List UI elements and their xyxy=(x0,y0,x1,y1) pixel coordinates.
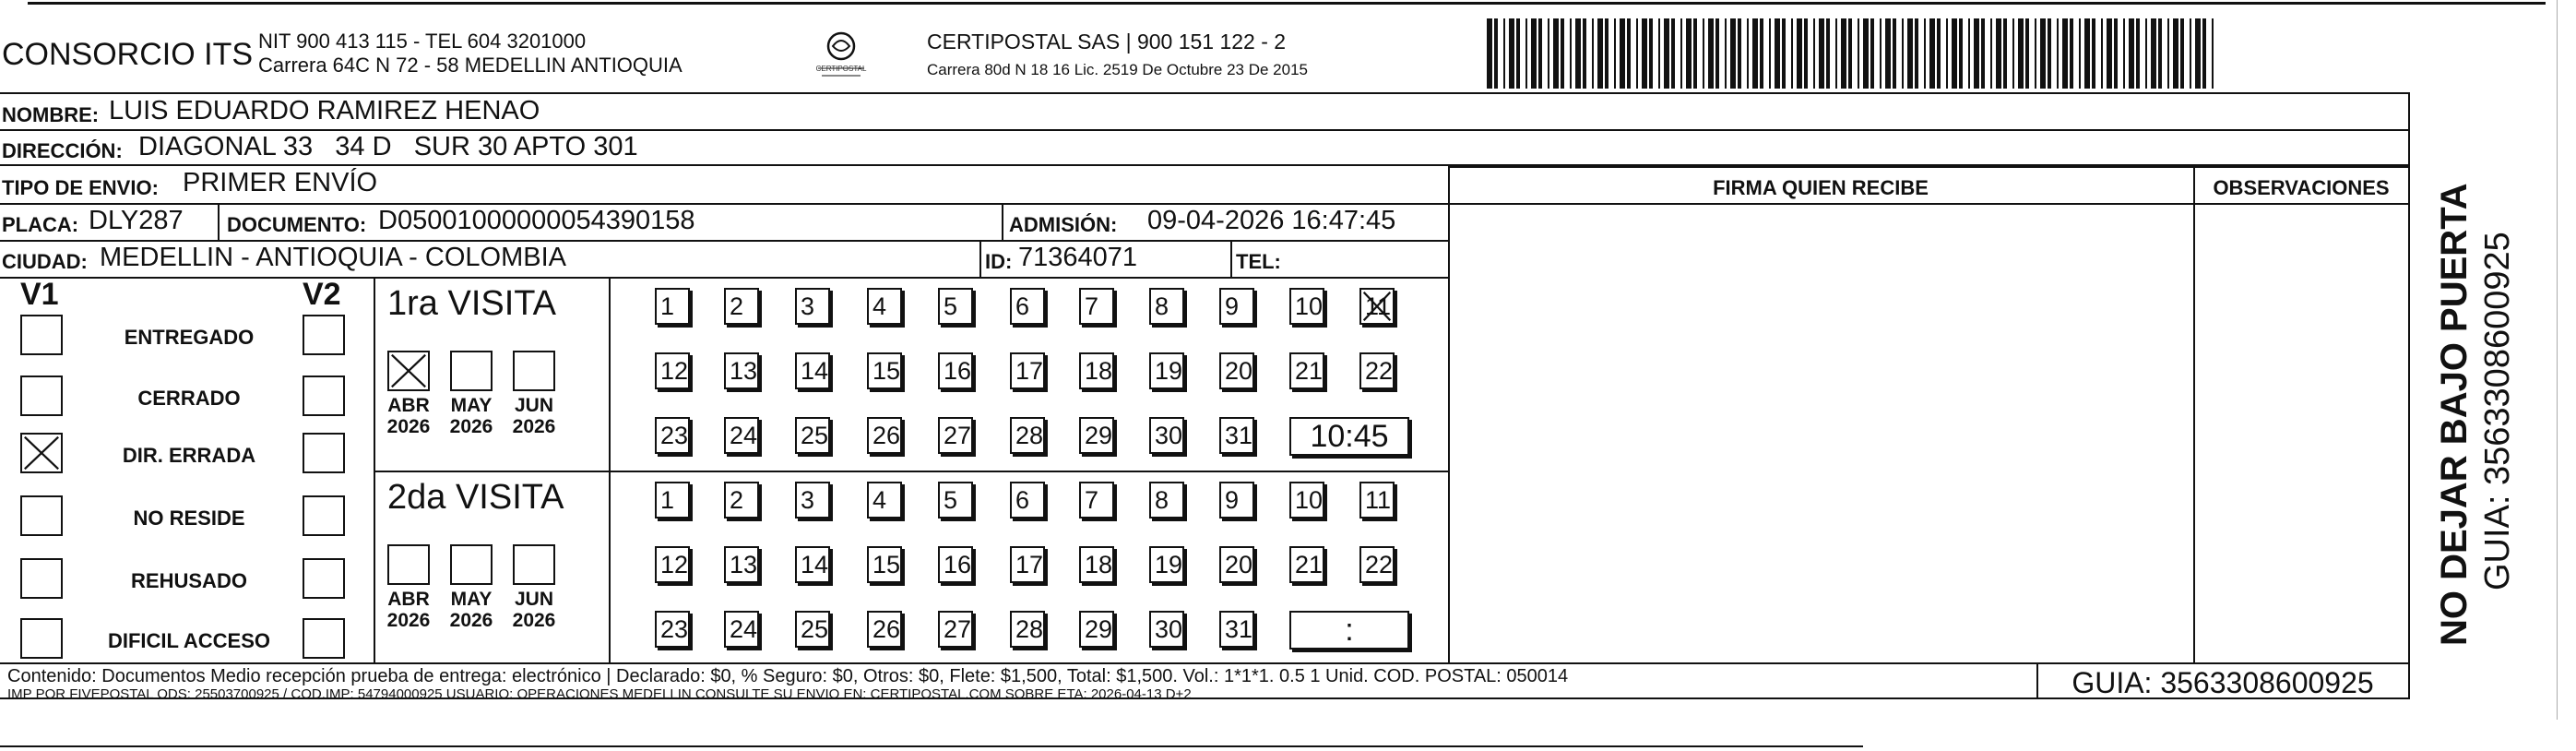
rule xyxy=(218,203,220,240)
barcode-bar xyxy=(1538,18,1542,89)
barcode-bar xyxy=(1642,18,1647,89)
day-box[interactable]: 14 xyxy=(795,352,830,389)
barcode-bar xyxy=(1592,18,1594,89)
barcode-bar xyxy=(1548,18,1549,89)
barcode-bar xyxy=(1870,18,1874,89)
barcode-bar xyxy=(1553,18,1559,89)
month-name: ABR xyxy=(387,395,430,416)
day-box[interactable]: 4 xyxy=(867,482,902,519)
rule xyxy=(0,92,2410,94)
barcode-bar xyxy=(2040,18,2046,89)
barcode-bar xyxy=(1725,18,1727,89)
observations-area[interactable] xyxy=(2197,205,2407,661)
tel-label: TEL: xyxy=(1236,250,1281,273)
rule xyxy=(1448,166,1450,662)
day-box[interactable]: 13 xyxy=(724,546,759,583)
city-value: MEDELLIN - ANTIOQUIA - COLOMBIA xyxy=(100,243,566,272)
day-box[interactable]: 16 xyxy=(938,546,973,583)
barcode-bar xyxy=(1952,18,1957,89)
document-value: D05001000000054390158 xyxy=(378,206,695,235)
side-guide: GUIA: 3563308600925 xyxy=(2478,232,2517,590)
status-option-label: DIR. ERRADA xyxy=(122,444,256,467)
barcode-bar xyxy=(1597,18,1603,89)
day-box[interactable]: 15 xyxy=(867,546,902,583)
barcode-bar xyxy=(2048,18,2051,89)
month-year: 2026 xyxy=(449,610,493,631)
barcode-bar xyxy=(2136,18,2140,89)
day-box[interactable]: 28 xyxy=(1010,611,1045,648)
day-box[interactable]: 11 xyxy=(1359,482,1395,519)
day-box[interactable]: 20 xyxy=(1219,546,1254,583)
barcode-bar xyxy=(2202,18,2206,89)
rule xyxy=(1002,203,1003,240)
barcode-bar xyxy=(1649,18,1653,89)
barcode-bar xyxy=(2129,18,2134,89)
day-box[interactable]: 30 xyxy=(1149,417,1184,454)
month-name: MAY xyxy=(450,589,493,610)
barcode-bar xyxy=(1605,18,1609,89)
day-box[interactable]: 9 xyxy=(1219,482,1254,519)
barcode-bar xyxy=(1494,18,1498,89)
day-box[interactable]: 19 xyxy=(1149,546,1184,583)
status-option-label: DIFICIL ACCESO xyxy=(107,629,270,652)
month-name: ABR xyxy=(387,589,430,610)
company-address: Carrera 64C N 72 - 58 MEDELLIN ANTIOQUIA xyxy=(258,54,683,77)
v1-checkbox[interactable] xyxy=(20,495,63,536)
barcode-bar xyxy=(2018,18,2024,89)
day-box[interactable]: 31 xyxy=(1219,611,1254,648)
edge-rule xyxy=(2557,0,2558,720)
status-option-label: NO RESIDE xyxy=(133,507,245,530)
id-value: 71364071 xyxy=(1018,243,1138,272)
status-option-label: REHUSADO xyxy=(131,569,247,592)
month-year: 2026 xyxy=(386,416,431,437)
first-visit-label: 1ra VISITA xyxy=(387,284,557,323)
second-visit-label: 2da VISITA xyxy=(387,478,564,517)
barcode-bar xyxy=(2151,18,2156,89)
plate-label: PLACA: xyxy=(2,213,79,236)
admission-label: ADMISIÓN: xyxy=(1009,213,1118,236)
v1-checkbox[interactable] xyxy=(20,433,63,473)
recipient-address: DIAGONAL 33 34 D SUR 30 APTO 301 xyxy=(138,132,638,161)
barcode-bar xyxy=(1715,18,1719,89)
day-box[interactable]: 18 xyxy=(1079,546,1114,583)
day-box[interactable]: 22 xyxy=(1359,352,1395,389)
day-box[interactable]: 3 xyxy=(795,288,830,325)
bottom-rule xyxy=(0,745,1863,747)
month-label xyxy=(444,395,499,437)
day-box[interactable]: 4 xyxy=(867,288,902,325)
day-box[interactable]: 9 xyxy=(1219,288,1254,325)
v1-checkbox[interactable] xyxy=(20,558,63,599)
barcode-bar xyxy=(1703,18,1704,89)
barcode-bar xyxy=(1570,18,1572,89)
barcode-bar xyxy=(1813,18,1815,89)
barcode-bar xyxy=(2180,18,2184,89)
barcode-bar xyxy=(1782,18,1786,89)
status-option-label: CERRADO xyxy=(137,387,241,410)
barcode-bar xyxy=(2092,18,2095,89)
barcode xyxy=(1485,18,2223,89)
barcode-bar xyxy=(1937,18,1941,89)
barcode-bar xyxy=(2070,18,2073,89)
v2-checkbox[interactable] xyxy=(303,558,345,599)
barcode-bar xyxy=(1907,18,1913,89)
day-box[interactable]: 3 xyxy=(795,482,830,519)
barcode-bar xyxy=(1841,18,1846,89)
barcode-bar xyxy=(1885,18,1891,89)
barcode-bar xyxy=(1693,18,1697,89)
rule xyxy=(0,662,2410,664)
barcode-bar xyxy=(1959,18,1963,89)
barcode-bar xyxy=(1583,18,1586,89)
month-checkbox[interactable] xyxy=(450,351,493,391)
day-box[interactable]: 19 xyxy=(1149,352,1184,389)
month-label xyxy=(506,589,562,631)
visit-time-box[interactable]: 10:45 xyxy=(1289,417,1409,456)
v2-checkbox[interactable] xyxy=(303,433,345,473)
day-box[interactable]: 26 xyxy=(867,417,902,454)
rule xyxy=(0,129,2410,131)
month-checkbox[interactable] xyxy=(387,544,430,585)
rule xyxy=(1448,166,2410,168)
month-year: 2026 xyxy=(386,610,431,631)
day-box[interactable]: 2 xyxy=(724,482,759,519)
barcode-bar xyxy=(2114,18,2118,89)
top-rule xyxy=(28,2,2546,5)
month-year: 2026 xyxy=(512,610,556,631)
barcode-bar xyxy=(1791,18,1793,89)
day-box[interactable]: 7 xyxy=(1079,288,1114,325)
barcode-bar xyxy=(1708,18,1714,89)
rule xyxy=(0,277,1448,279)
footer-content-line: Contenido: Documentos Medio recepción prueba de entrega: electrónico | Declarado: $0, % Seguro: $0, Otros: $0, Flete: $1,500, Total: $1,500. Vol.: 1*1*1. 0.5 1 Unid. COD. POSTAL: 050014 xyxy=(7,666,1569,686)
barcode-bar xyxy=(1893,18,1896,89)
day-box[interactable]: 25 xyxy=(795,417,830,454)
day-box[interactable]: 6 xyxy=(1010,288,1045,325)
barcode-bar xyxy=(2145,18,2147,89)
day-box[interactable]: 2 xyxy=(724,288,759,325)
barcode-bar xyxy=(1797,18,1802,89)
side-warning: NO DEJAR BAJO PUERTA xyxy=(2434,183,2475,646)
signature-area[interactable] xyxy=(1452,205,2191,661)
city-label: CIUDAD: xyxy=(2,250,88,273)
barcode-bar xyxy=(2035,18,2036,89)
month-name: JUN xyxy=(514,589,553,610)
day-box[interactable]: 17 xyxy=(1010,546,1045,583)
status-option-label: ENTREGADO xyxy=(124,326,255,349)
footer-print-line: IMP POR FIVEPOSTAL ODS: 25503700925 / COD.IMP: 54794000925 USUARIO: OPERACIONES MEDELLIN CONSULTE SU ENVIO EN: CERTIPOSTAL.COM SOBRE ETA: 2026-04-13 D+2 xyxy=(7,686,1192,702)
month-checkbox[interactable] xyxy=(513,351,555,391)
day-box[interactable]: 10 xyxy=(1289,482,1324,519)
barcode-bar xyxy=(1996,18,2001,89)
day-box[interactable]: 15 xyxy=(867,352,902,389)
barcode-bar xyxy=(2195,18,2201,89)
barcode-bar xyxy=(1509,18,1514,89)
barcode-bar xyxy=(2062,18,2068,89)
day-box[interactable]: 24 xyxy=(724,417,759,454)
day-box[interactable]: 1 xyxy=(655,288,690,325)
day-box[interactable]: 6 xyxy=(1010,482,1045,519)
barcode-bar xyxy=(1760,18,1763,89)
v2-label: V2 xyxy=(303,277,341,312)
barcode-bar xyxy=(1990,18,1992,89)
plate-value: DLY287 xyxy=(89,206,184,235)
month-label xyxy=(381,395,436,437)
v1-checkbox[interactable] xyxy=(20,618,63,659)
month-checkbox[interactable] xyxy=(450,544,493,585)
barcode-bar xyxy=(1769,18,1771,89)
month-label xyxy=(506,395,562,437)
rule xyxy=(609,277,611,662)
barcode-bar xyxy=(2212,18,2214,89)
rule xyxy=(2408,92,2410,699)
id-label: ID: xyxy=(985,250,1013,273)
barcode-bar xyxy=(1863,18,1869,89)
day-box[interactable]: 13 xyxy=(724,352,759,389)
day-box[interactable]: 5 xyxy=(938,482,973,519)
courier-address: Carrera 80d N 18 16 Lic. 2519 De Octubre 23 De 2015 xyxy=(927,61,1308,78)
day-box[interactable]: 20 xyxy=(1219,352,1254,389)
certipostal-logo-icon xyxy=(809,28,873,83)
barcode-bar xyxy=(2012,18,2014,89)
barcode-bar xyxy=(1929,18,1935,89)
barcode-bar xyxy=(1981,18,1985,89)
document-label: DOCUMENTO: xyxy=(227,213,367,236)
barcode-bar xyxy=(1738,18,1741,89)
logo-wordmark: CERTIPOSTAL xyxy=(815,65,867,73)
company-name: CONSORCIO ITS xyxy=(2,37,254,72)
day-box[interactable]: 28 xyxy=(1010,417,1045,454)
day-number: 11 xyxy=(1365,292,1392,320)
month-label xyxy=(444,589,499,631)
day-box[interactable]: 12 xyxy=(655,352,690,389)
day-box[interactable]: 27 xyxy=(938,417,973,454)
month-name: JUN xyxy=(514,395,553,416)
barcode-bar xyxy=(1946,18,1948,89)
barcode-bar xyxy=(1804,18,1808,89)
month-year: 2026 xyxy=(449,416,493,437)
barcode-bar xyxy=(1968,18,1970,89)
barcode-bar xyxy=(2123,18,2125,89)
month-checkbox[interactable] xyxy=(513,544,555,585)
barcode-bar xyxy=(1747,18,1749,89)
barcode-bar xyxy=(1819,18,1824,89)
barcode-bar xyxy=(2190,18,2191,89)
v1-checkbox[interactable] xyxy=(20,315,63,355)
day-box[interactable]: 30 xyxy=(1149,611,1184,648)
day-box[interactable]: 7 xyxy=(1079,482,1114,519)
address-label: DIRECCIÓN: xyxy=(2,139,123,162)
barcode-bar xyxy=(1680,18,1682,89)
rule xyxy=(2193,166,2195,662)
day-box[interactable]: 16 xyxy=(938,352,973,389)
barcode-bar xyxy=(1614,18,1616,89)
v2-checkbox[interactable] xyxy=(303,315,345,355)
barcode-bar xyxy=(1835,18,1837,89)
day-box[interactable]: 21 xyxy=(1289,546,1324,583)
barcode-bar xyxy=(1575,18,1581,89)
barcode-bar xyxy=(1658,18,1660,89)
barcode-bar xyxy=(1636,18,1638,89)
rule xyxy=(374,471,1448,472)
barcode-bar xyxy=(1826,18,1830,89)
month-year: 2026 xyxy=(512,416,556,437)
day-box[interactable]: 25 xyxy=(795,611,830,648)
day-box[interactable]: 5 xyxy=(938,288,973,325)
barcode-bar xyxy=(1627,18,1631,89)
v2-checkbox[interactable] xyxy=(303,495,345,536)
v2-checkbox[interactable] xyxy=(303,618,345,659)
footer-guide: GUIA: 3563308600925 xyxy=(2071,666,2374,699)
barcode-bar xyxy=(1664,18,1669,89)
month-name: MAY xyxy=(450,395,493,416)
barcode-bar xyxy=(1730,18,1736,89)
signature-label: FIRMA QUIEN RECIBE xyxy=(1713,176,1929,199)
v1-checkbox[interactable] xyxy=(20,376,63,416)
day-box[interactable]: 23 xyxy=(655,611,690,648)
day-box[interactable]: 21 xyxy=(1289,352,1324,389)
shipping-type-label: TIPO DE ENVIO: xyxy=(2,176,159,199)
rule xyxy=(1230,240,1232,277)
day-box[interactable] xyxy=(1359,288,1395,325)
barcode-bar xyxy=(2025,18,2029,89)
barcode-bar xyxy=(1775,18,1780,89)
barcode-bar xyxy=(1686,18,1692,89)
barcode-bar xyxy=(1924,18,1926,89)
recipient-name: LUIS EDUARDO RAMIREZ HENAO xyxy=(109,96,540,125)
name-label: NOMBRE: xyxy=(2,103,100,126)
v2-checkbox[interactable] xyxy=(303,376,345,416)
month-checkbox[interactable] xyxy=(387,351,430,391)
barcode-bar xyxy=(2173,18,2178,89)
barcode-bar xyxy=(2057,18,2059,89)
barcode-bar xyxy=(1671,18,1675,89)
day-box[interactable]: 22 xyxy=(1359,546,1395,583)
barcode-bar xyxy=(1915,18,1918,89)
barcode-bar xyxy=(2084,18,2090,89)
day-box[interactable]: 29 xyxy=(1079,611,1114,648)
day-box[interactable]: 23 xyxy=(655,417,690,454)
day-box[interactable]: 14 xyxy=(795,546,830,583)
barcode-bar xyxy=(2079,18,2081,89)
barcode-bar xyxy=(2003,18,2007,89)
observations-label: OBSERVACIONES xyxy=(2213,176,2390,199)
barcode-bar xyxy=(1487,18,1492,89)
barcode-bar xyxy=(2167,18,2169,89)
shipping-type: PRIMER ENVÍO xyxy=(183,168,378,197)
barcode-bar xyxy=(2101,18,2103,89)
barcode-bar xyxy=(1516,18,1520,89)
barcode-bar xyxy=(1561,18,1564,89)
day-box[interactable]: 10 xyxy=(1289,288,1324,325)
barcode-bar xyxy=(1880,18,1882,89)
barcode-bar xyxy=(1620,18,1625,89)
visit-time-box[interactable]: : xyxy=(1289,611,1409,650)
v1-label: V1 xyxy=(20,277,59,312)
day-box[interactable]: 17 xyxy=(1010,352,1045,389)
day-box[interactable]: 8 xyxy=(1149,288,1184,325)
rule xyxy=(374,277,375,662)
day-box[interactable]: 29 xyxy=(1079,417,1114,454)
month-label xyxy=(381,589,436,631)
day-box[interactable]: 12 xyxy=(655,546,690,583)
barcode-bar xyxy=(1848,18,1852,89)
courier-line: CERTIPOSTAL SAS | 900 151 122 - 2 xyxy=(927,30,1287,54)
barcode-bar xyxy=(2158,18,2162,89)
day-box[interactable]: 27 xyxy=(938,611,973,648)
admission-value: 09-04-2026 16:47:45 xyxy=(1147,206,1396,235)
day-box[interactable]: 1 xyxy=(655,482,690,519)
barcode-bar xyxy=(1974,18,1979,89)
barcode-bar xyxy=(1858,18,1859,89)
day-box[interactable]: 8 xyxy=(1149,482,1184,519)
barcode-bar xyxy=(2107,18,2112,89)
barcode-bar xyxy=(1902,18,1904,89)
barcode-bar xyxy=(1531,18,1537,89)
rule xyxy=(979,240,981,277)
barcode-bar xyxy=(1503,18,1505,89)
day-box[interactable]: 24 xyxy=(724,611,759,648)
barcode-bar xyxy=(1525,18,1527,89)
day-box[interactable]: 26 xyxy=(867,611,902,648)
company-nit: NIT 900 413 115 - TEL 604 3201000 xyxy=(258,30,587,53)
day-box[interactable]: 18 xyxy=(1079,352,1114,389)
barcode-bar xyxy=(1752,18,1758,89)
day-box[interactable]: 31 xyxy=(1219,417,1254,454)
